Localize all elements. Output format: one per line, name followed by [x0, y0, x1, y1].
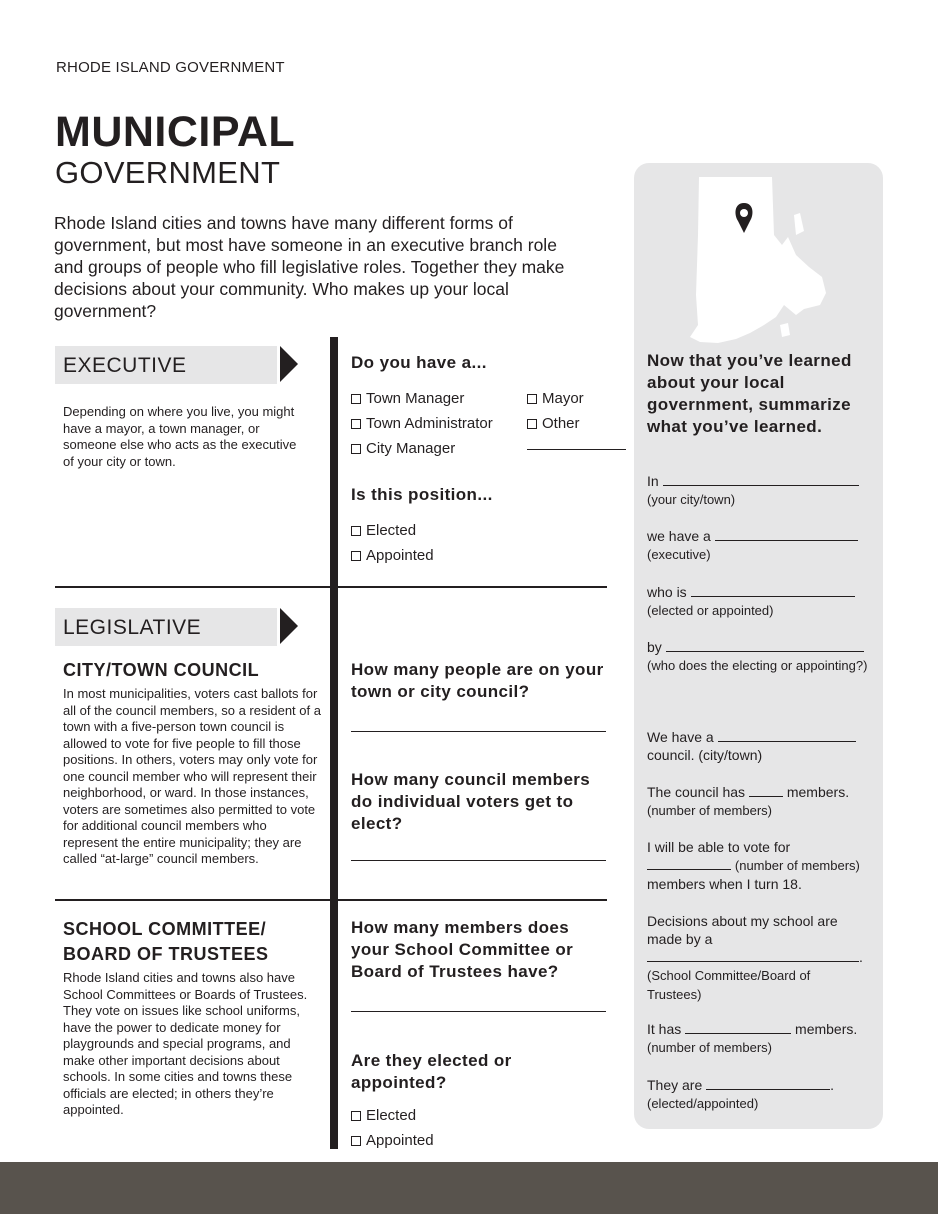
page-title: MUNICIPAL	[55, 108, 296, 156]
section-divider	[55, 899, 607, 901]
blank-it-has[interactable]	[685, 1021, 791, 1034]
position-options	[351, 518, 434, 568]
arrow-right-icon	[280, 608, 298, 644]
school-heading-line1: SCHOOL COMMITTEE/	[63, 919, 267, 939]
fill-in-council: We have a council. (city/town)	[647, 728, 875, 764]
checkbox-icon[interactable]	[351, 1111, 361, 1121]
blank-city[interactable]	[663, 473, 859, 486]
checkbox-elected[interactable]: Elected	[351, 518, 434, 543]
sidebar-prompt: Now that you’ve learned about your local government, summarize what you’ve learned.	[647, 351, 852, 436]
legislative-tag	[55, 608, 277, 646]
fill-in-members: The council has members. (number of members)	[647, 784, 850, 818]
answer-line-school-members[interactable]	[351, 1011, 606, 1012]
checkbox-icon[interactable]	[351, 1136, 361, 1146]
question-position: Is this position...	[351, 485, 493, 504]
executive-tag	[55, 346, 277, 384]
blank-by[interactable]	[666, 639, 864, 652]
question-school-members: How many members does your School Committee or Board of Trustees have?	[351, 918, 574, 981]
checkbox-appointed[interactable]: Appointed	[351, 543, 434, 568]
fill-in-school: Decisions about my school are made by a . (School Committee/Board of Trustees)	[647, 913, 863, 1002]
school-options	[351, 1103, 434, 1153]
council-heading: CITY/TOWN COUNCIL	[63, 660, 260, 680]
checkbox-icon[interactable]	[351, 551, 361, 561]
checkbox-icon[interactable]	[351, 526, 361, 536]
fill-in-executive: we have a (executive)	[647, 527, 875, 564]
answer-line-council-members[interactable]	[351, 860, 606, 861]
checkbox-icon[interactable]	[527, 394, 537, 404]
checkbox-other[interactable]: Other	[527, 411, 584, 436]
intro-paragraph: Rhode Island cities and towns have many different forms of government, but most have someone in an executive branch role and groups of people who fill legislative roles. Together they make decisions about your community. Who makes up your local government?	[54, 213, 565, 321]
section-divider	[55, 586, 607, 588]
council-description: In most municipalities, voters cast ballots for all of the council members, so a resident of a town with a five-person town council is allowed to vote for five people to fill those positions. In others, voters may only vote for one council member who will represent their neighborhood, or ward. In those instances, voters are sometimes also permitted to vote for additional council members who represent the entire municipality; they are called “at-large” council members.	[63, 686, 321, 866]
other-answer-line[interactable]	[527, 449, 626, 450]
executive-tag-label: EXECUTIVE	[63, 354, 187, 377]
kicker: RHODE ISLAND GOVERNMENT	[56, 59, 285, 76]
blank-executive[interactable]	[715, 528, 858, 541]
checkbox-icon[interactable]	[351, 444, 361, 454]
question-elected-appointed: Are they elected or appointed?	[351, 1051, 512, 1092]
footer-bar	[0, 1162, 938, 1214]
checkbox-icon[interactable]	[351, 419, 361, 429]
fill-in-elected: who is (elected or appointed)	[647, 583, 875, 620]
checkbox-icon[interactable]	[527, 419, 537, 429]
executive-description: Depending on where you live, you might have a mayor, a town manager, or someone else who acts as the executive of your city or town.	[63, 404, 297, 469]
blank-vote[interactable]	[647, 857, 731, 870]
blank-they-are[interactable]	[706, 1077, 830, 1090]
question-council-size: How many people are on your town or city council?	[351, 660, 604, 701]
blank-school[interactable]	[647, 949, 859, 962]
fill-in-they-are: They are . (elected/appointed)	[647, 1077, 835, 1111]
rhode-island-map-icon	[684, 175, 829, 345]
blank-members[interactable]	[749, 784, 783, 797]
column-divider	[330, 337, 338, 1149]
school-description: Rhode Island cities and towns also have School Committees or Boards of Trustees. They vote on issues like school uniforms, have the power to dedicate money for playgrounds and special programs, and make other important decisions about schools. In some cities and towns these officials are elected; in others they’re appointed.	[63, 970, 308, 1117]
fill-in-city: In (your city/town)	[647, 472, 875, 509]
option-list-left	[351, 386, 493, 461]
checkbox-mayor[interactable]: Mayor	[527, 386, 584, 411]
page-subtitle: GOVERNMENT	[55, 155, 281, 190]
checkbox-school-elected[interactable]: Elected	[351, 1103, 434, 1128]
blank-elected[interactable]	[691, 584, 855, 597]
checkbox-town-manager[interactable]: Town Manager	[351, 386, 493, 411]
legislative-tag-label: LEGISLATIVE	[63, 616, 202, 639]
fill-in-vote: I will be able to vote for (number of members) members when I turn 18.	[647, 839, 860, 892]
question-council-members: How many council members do individual voters get to elect?	[351, 770, 591, 833]
checkbox-city-manager[interactable]: City Manager	[351, 436, 493, 461]
question-have-a: Do you have a...	[351, 353, 487, 372]
checkbox-school-appointed[interactable]: Appointed	[351, 1128, 434, 1153]
fill-in-it-has: It has members. (number of members)	[647, 1021, 858, 1055]
school-heading-line2: BOARD OF TRUSTEES	[63, 944, 269, 964]
arrow-right-icon	[280, 346, 298, 382]
blank-council[interactable]	[718, 729, 856, 742]
option-list-right	[527, 386, 584, 436]
fill-in-by: by (who does the electing or appointing?)	[647, 639, 868, 673]
checkbox-town-administrator[interactable]: Town Administrator	[351, 411, 493, 436]
answer-line-council-size[interactable]	[351, 731, 606, 732]
checkbox-icon[interactable]	[351, 394, 361, 404]
